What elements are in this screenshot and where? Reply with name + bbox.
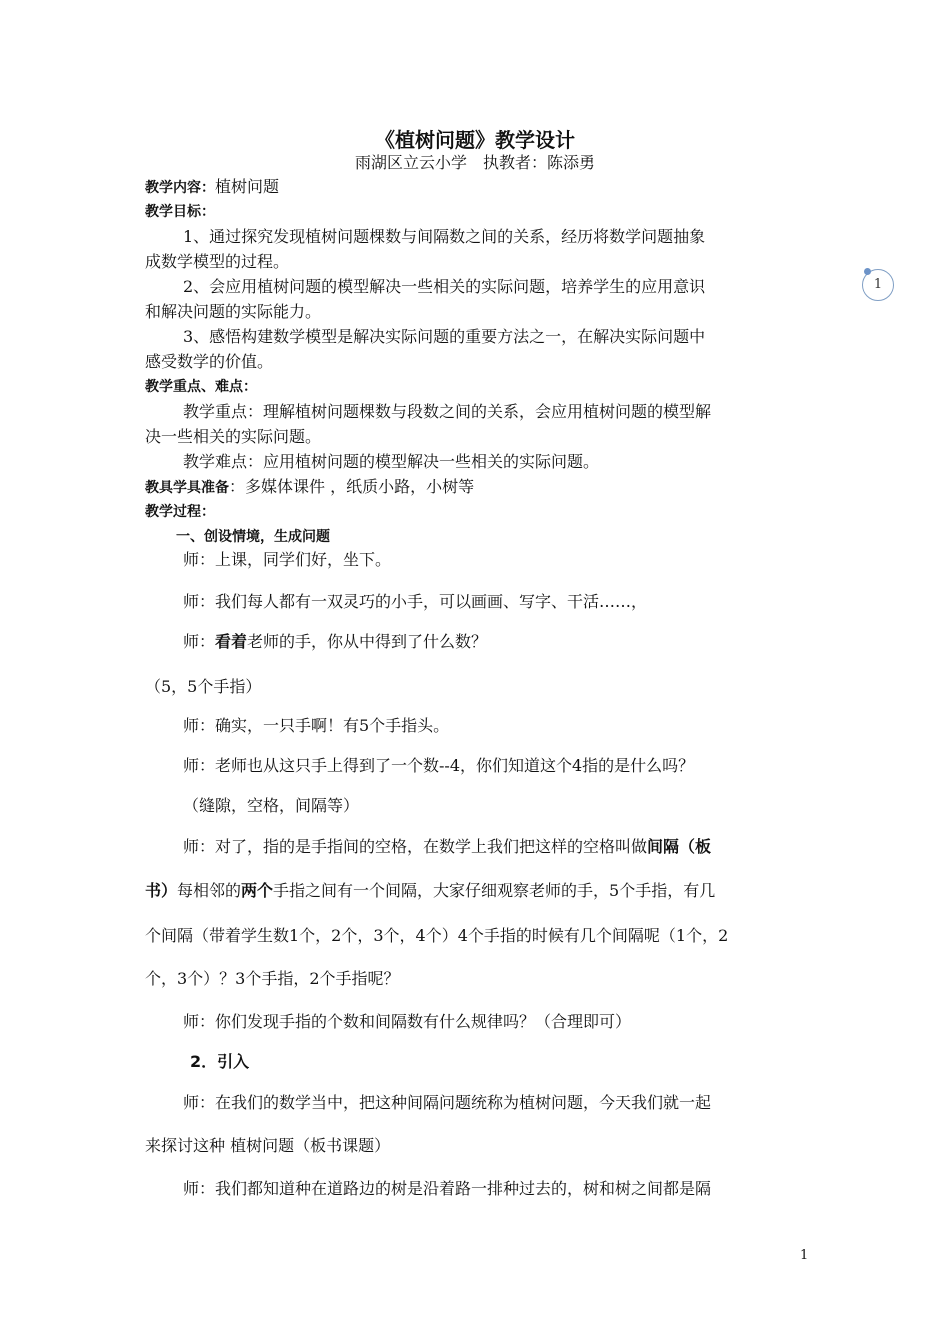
- goal-1-line-2: 成数学模型的过程。: [145, 252, 290, 271]
- key-point-line-1: 教学重点：理解植树问题棵数与段数之间的关系，会应用植树问题的模型解: [183, 402, 712, 421]
- tools-label: 教具学具准备: [145, 480, 229, 496]
- p9-bold-1: 书）: [145, 881, 178, 900]
- paragraph-15: 师：我们都知道种在道路边的树是沿着路一排种过去的，树和树之间都是隔: [183, 1179, 712, 1198]
- keypoints-label: 教学重点、难点：: [145, 379, 257, 395]
- p9-bold-2: 两个: [241, 881, 274, 900]
- p3-prefix: 师：: [183, 632, 216, 651]
- section-2-heading: 2．引入: [190, 1052, 250, 1071]
- paragraph-10: 个间隔（带着学生数1个，2个，3个，4个）4个手指的时候有几个间隔呢（1个，2: [145, 926, 729, 945]
- goal-3-line-1: 3、感悟构建数学模型是解决实际问题的重要方法之一，在解决实际问题中: [183, 327, 706, 346]
- p9-mid: 每相邻的: [177, 881, 242, 900]
- goal-1-line-1: 1、通过探究发现植树问题棵数与间隔数之间的关系，经历将数学问题抽象: [183, 227, 706, 246]
- content-label: 教学内容：: [145, 180, 215, 196]
- paragraph-5: 师：确实，一只手啊！有5个手指头。: [183, 716, 450, 735]
- paragraph-1: 师：上课，同学们好，坐下。: [183, 550, 392, 569]
- paragraph-7: （缝隙，空格，间隔等）: [183, 796, 360, 815]
- p8-prefix: 师：对了，指的是手指间的空格，在数学上我们把这样的空格叫做: [183, 837, 648, 856]
- paragraph-12: 师：你们发现手指的个数和间隔数有什么规律吗？（合理即可）: [183, 1012, 632, 1031]
- p3-suffix: 老师的手，你从中得到了什么数？: [247, 632, 488, 651]
- paragraph-6: 师：老师也从这只手上得到了一个数--4，你们知道这个4指的是什么吗？: [183, 756, 695, 775]
- key-point-line-2: 决一些相关的实际问题。: [145, 427, 322, 446]
- goal-2-line-1: 2、会应用植树问题的模型解决一些相关的实际问题，培养学生的应用意识: [183, 277, 706, 296]
- page-number: 1: [800, 1248, 809, 1263]
- p8-bold: 间隔（板: [647, 837, 712, 856]
- document-subtitle: 雨湖区立云小学 执教者：陈添勇: [354, 153, 595, 172]
- process-label: 教学过程：: [145, 504, 215, 520]
- goals-label: 教学目标：: [145, 204, 215, 220]
- goal-3-line-2: 感受数学的价值。: [145, 352, 274, 371]
- comment-marker[interactable]: 1: [862, 269, 894, 301]
- paragraph-3: [183, 631, 487, 653]
- comment-dot-icon: [864, 268, 871, 275]
- section-1-heading: 一、创设情境，生成问题: [176, 529, 330, 545]
- paragraph-4: （5，5个手指）: [145, 677, 262, 696]
- paragraph-13: 师：在我们的数学当中，把这种间隔问题统称为植树问题，今天我们就一起: [183, 1093, 712, 1112]
- paragraph-9: [145, 880, 715, 902]
- document-title: 《植树问题》教学设计: [375, 128, 575, 152]
- paragraph-11: 个，3个）？3个手指，2个手指呢？: [145, 969, 400, 988]
- p3-bold: 看着: [215, 632, 248, 651]
- goal-2-line-2: 和解决问题的实际能力。: [145, 302, 322, 321]
- p9-suffix: 手指之间有一个间隔，大家仔细观察老师的手，5个手指，有几: [273, 881, 716, 900]
- tools-line: [145, 476, 474, 499]
- difficulty-line: 教学难点：应用植树问题的模型解决一些相关的实际问题。: [183, 452, 600, 471]
- content-value: 植树问题: [215, 177, 280, 196]
- paragraph-2: 师：我们每人都有一双灵巧的小手，可以画画、写字、干活……，: [183, 592, 648, 611]
- paragraph-14: 来探讨这种 植树问题（板书课题）: [145, 1136, 391, 1155]
- paragraph-8: [183, 836, 711, 858]
- tools-value: ：多媒体课件 ，纸质小路，小树等: [229, 477, 475, 496]
- content-line: [145, 176, 279, 199]
